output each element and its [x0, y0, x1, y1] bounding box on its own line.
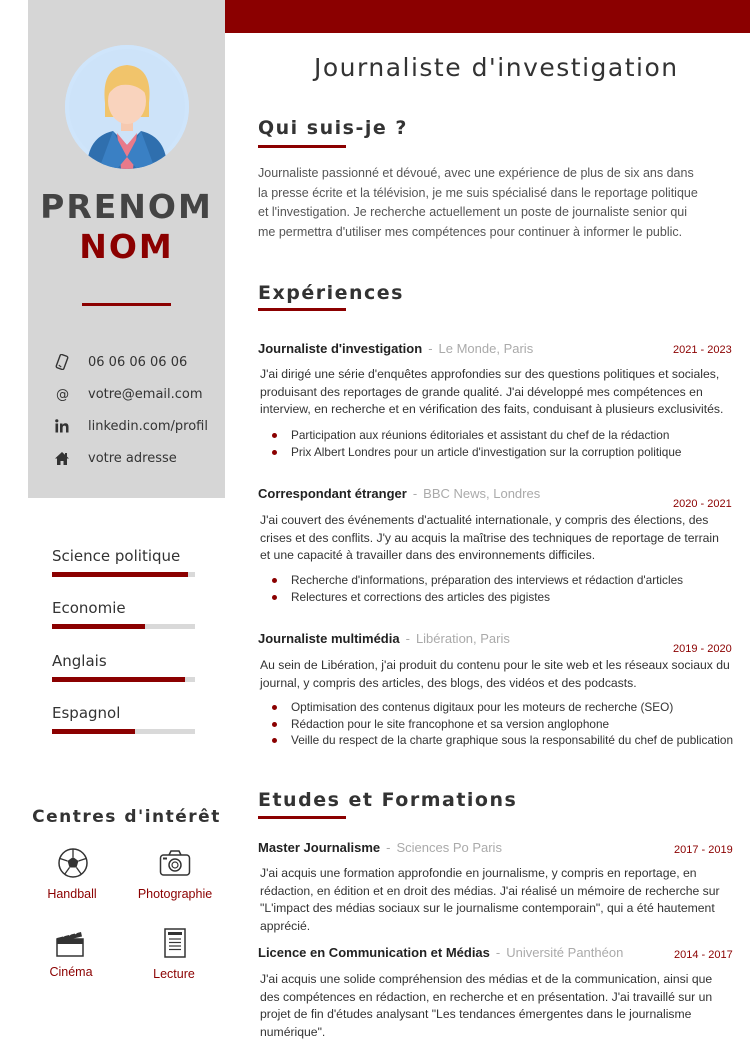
contact-email-text: votre@email.com [88, 386, 203, 402]
home-icon [52, 449, 72, 467]
section-title-experiences: Expériences [258, 282, 404, 304]
entry-description: J'ai dirigé une série d'enquêtes approfondies sur des questions politiques et sociales, produisant des reportages de grande qualité. J'ai développé mes compétences en interview, en recherche et en vérification des faits, conduisant à plusieurs exclusivités. [260, 367, 724, 416]
interests-title: Centres d'intérêt [32, 807, 221, 827]
list-item: Relectures et corrections des articles des pigistes [272, 589, 683, 606]
entry-header [258, 486, 540, 501]
section-title-about: Qui suis-je ? [258, 117, 408, 139]
phone-icon [52, 353, 72, 371]
entry-dates: 2019 - 2020 [673, 643, 732, 655]
entry-degree: Master Journalisme [258, 840, 381, 855]
section-title-education: Etudes et Formations [258, 789, 518, 811]
entry-header [258, 945, 623, 960]
skill-bar-fill [52, 677, 185, 682]
interest-label: Handball [47, 887, 97, 901]
skill-bar-fill [52, 624, 145, 629]
linkedin-icon [52, 417, 72, 435]
entry-school: Université Panthéon [506, 945, 624, 960]
entry-org: BBC News, Londres [423, 486, 541, 501]
skill-bar [52, 572, 195, 577]
skill-bar [52, 677, 195, 682]
entry-separator: - [405, 631, 410, 646]
entry-role: Correspondant étranger [258, 486, 407, 501]
section-divider [258, 145, 346, 148]
entry-bullets [272, 699, 733, 749]
entry-bullets [272, 572, 683, 605]
interest-label: Photographie [137, 887, 213, 901]
entry-separator: - [428, 341, 433, 356]
entry-dates: 2017 - 2019 [674, 844, 733, 856]
entry-header [258, 341, 533, 356]
skill-bar-fill [52, 729, 135, 734]
skill-bar [52, 729, 195, 734]
book-icon [160, 927, 194, 961]
list-item: Veille du respect de la charte graphique sous la responsabilité du chef de publication [272, 732, 733, 749]
at-icon [52, 385, 72, 403]
contact-linkedin[interactable] [52, 417, 208, 435]
entry-description: J'ai couvert des événements d'actualité internationale, y compris des élections, des crises et des conflits. J'y au acquis la maîtrise des techniques de reportage de terrain et une capacité à travailler dans des environnements difficiles. [260, 513, 719, 562]
skill-label: Anglais [52, 652, 107, 670]
skill-bar [52, 624, 195, 629]
list-item: Recherche d'informations, préparation des interviews et rédaction d'articles [272, 572, 683, 589]
contact-email[interactable] [52, 385, 203, 403]
contact-address[interactable] [52, 449, 177, 467]
skill-label: Espagnol [52, 704, 121, 722]
contact-phone-text: 06 06 06 06 06 [88, 354, 188, 370]
last-name: NOM [79, 227, 174, 266]
contact-address-text: votre adresse [88, 450, 177, 466]
svg-text:@: @ [55, 387, 69, 402]
list-item: Participation aux réunions éditoriales et assistant du chef de la rédaction [272, 427, 681, 444]
clapperboard-icon [54, 927, 88, 961]
entry-dates: 2021 - 2023 [673, 344, 732, 356]
entry-header [258, 840, 502, 855]
avatar [65, 45, 189, 169]
soccer-ball-icon [56, 846, 90, 880]
entry-org: Le Monde, Paris [438, 341, 534, 356]
entry-separator: - [412, 486, 418, 501]
list-item: Rédaction pour le site francophone et sa version anglophone [272, 716, 733, 733]
entry-role: Journaliste multimédia [258, 631, 400, 646]
entry-school: Sciences Po Paris [396, 840, 502, 855]
entry-bullets [272, 427, 681, 460]
entry-description: Au sein de Libération, j'ai produit du contenu pour le site web et les réseaux sociaux du journal, y compris des articles, des blogs, des vidéos et des podcasts. [260, 658, 730, 690]
list-item: Prix Albert Londres pour un article d'investigation sur la corruption politique [272, 444, 681, 461]
entry-degree: Licence en Communication et Médias [258, 945, 490, 960]
entry-description: J'ai acquis une solide compréhension des médias et de la communication, ainsi que des compétences en rédaction, en recherche et en présentation. J'ai travaillé sur un projet de fin d'études analysant "Les tendances émergentes dans le journalisme numérique". [260, 972, 713, 1039]
section-divider [258, 308, 346, 311]
interest-label: Lecture [153, 967, 195, 981]
entry-org: Libération, Paris [415, 631, 510, 646]
top-accent-bar [225, 0, 750, 33]
skill-label: Economie [52, 599, 126, 617]
section-divider [258, 816, 346, 819]
interest-label: Cinéma [49, 965, 93, 979]
entry-header [258, 631, 510, 646]
entry-dates: 2020 - 2021 [673, 498, 732, 510]
skill-label: Science politique [52, 547, 181, 565]
contact-linkedin-text: linkedin.com/profil [88, 418, 208, 434]
entry-description: J'ai acquis une formation approfondie en journalisme, y compris en reportage, en rédaction, en édition et en droit des médias. J'ai réalisé un mémoire de recherche sur "L'impact des médias sociaux sur le journalisme contemporain", qui a été hautement apprécié. [260, 866, 720, 933]
list-item: Optimisation des contenus digitaux pour les moteurs de recherche (SEO) [272, 699, 733, 716]
entry-role: Journaliste d'investigation [258, 341, 423, 356]
about-text: Journaliste passionné et dévoué, avec une expérience de plus de six ans dans la presse écrite et la télévision, je me suis spécialisé dans le reportage politique et l'investigation. Je recherche actuellement un poste de journaliste senior qui me permettra d'utiliser mes compétences pour continuer à informer le public. [258, 166, 698, 239]
job-title: Journaliste d'investigation [314, 53, 679, 82]
contact-phone[interactable] [52, 353, 187, 371]
first-name: PRENOM [40, 187, 213, 226]
name-divider [82, 303, 171, 306]
camera-icon [158, 846, 192, 880]
entry-separator: - [386, 840, 391, 855]
entry-dates: 2014 - 2017 [674, 949, 733, 961]
skill-bar-fill [52, 572, 188, 577]
entry-separator: - [495, 945, 501, 960]
